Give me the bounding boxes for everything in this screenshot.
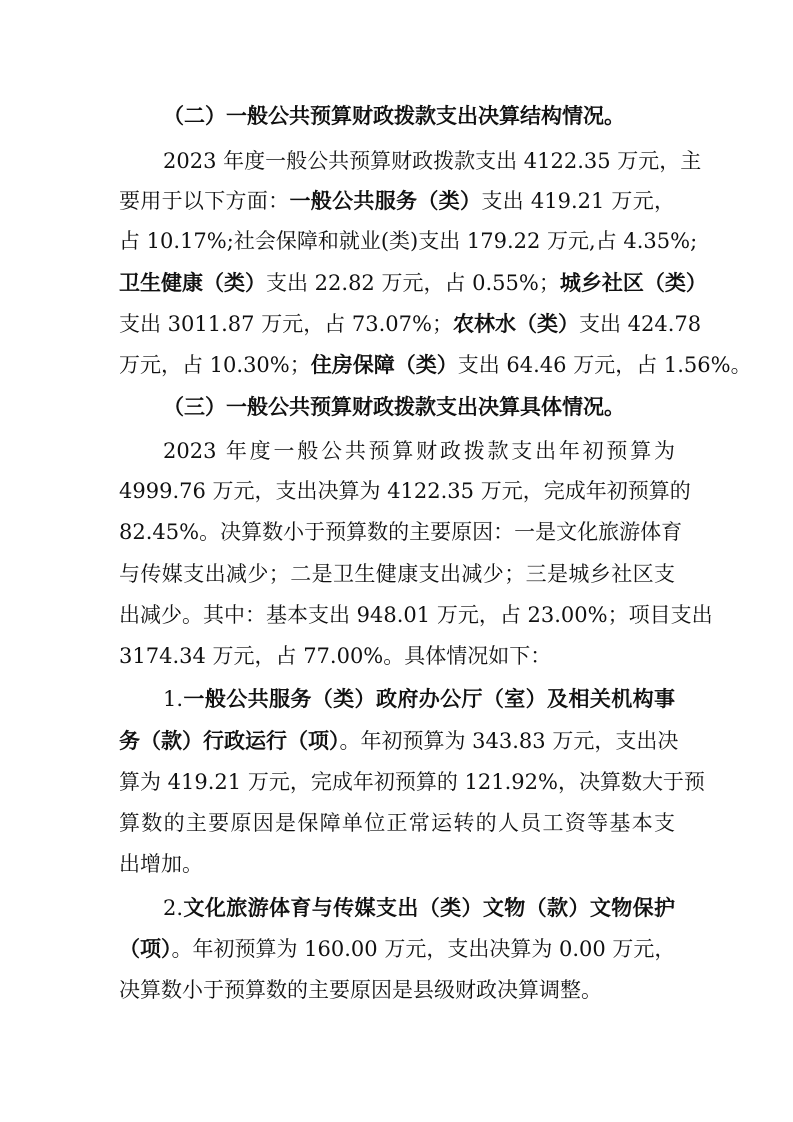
text-line: 出增加。: [119, 852, 203, 876]
text-line: 算为 419.21 万元，完成年初预算的 121.92%，决算数大于预: [119, 770, 705, 794]
text-line: 与传媒支出减少；二是卫生健康支出减少；三是城乡社区支: [119, 562, 675, 586]
text-line: 4999.76 万元，支出决算为 4122.35 万元，完成年初预算的: [119, 479, 691, 503]
section-heading-3: （三）一般公共预算财政拨款支出决算具体情况。: [163, 394, 625, 419]
text-line: 要用于以下方面：一般公共服务（类）支出 419.21 万元，: [119, 188, 676, 213]
text-line: 1.一般公共服务（类）政府办公厅（室）及相关机构事: [163, 686, 675, 711]
text-line: 出减少。其中：基本支出 948.01 万元，占 23.00%；项目支出: [119, 603, 713, 627]
text-line: 万元，占 10.30%；住房保障（类）支出 64.46 万元，占 1.56%。: [119, 352, 752, 377]
text-line: 82.45%。决算数小于预算数的主要原因：一是文化旅游体育: [119, 520, 683, 544]
text-line: 2023 年度一般公共预算财政拨款支出 4122.35 万元，主: [163, 149, 702, 173]
text-line: 决算数小于预算数的主要原因是县级财政决算调整。: [119, 978, 602, 1002]
text-line: 算数的主要原因是保障单位正常运转的人员工资等基本支: [119, 811, 675, 835]
text-line: 3174.34 万元，占 77.00%。具体情况如下：: [119, 644, 552, 668]
text-line: 2.文化旅游体育与传媒支出（类）文物（款）文物保护: [163, 895, 675, 920]
text-line: 2023 年度一般公共预算财政拨款支出年初预算为: [163, 439, 675, 463]
text-line: 卫生健康（类）支出 22.82 万元，占 0.55%；城乡社区（类）: [119, 270, 707, 295]
section-heading-2: （二）一般公共预算财政拨款支出决算结构情况。: [163, 103, 625, 128]
text-line: 务（款）行政运行（项）。年初预算为 343.83 万元，支出决: [119, 728, 679, 753]
text-line: （项）。年初预算为 160.00 万元，支出决算为 0.00 万元，: [119, 936, 676, 961]
text-line: 占 10.17%;社会保障和就业(类)支出 179.22 万元,占 4.35%;: [119, 229, 698, 253]
text-line: 支出 3011.87 万元，占 73.07%；农林水（类）支出 424.78: [119, 311, 702, 336]
